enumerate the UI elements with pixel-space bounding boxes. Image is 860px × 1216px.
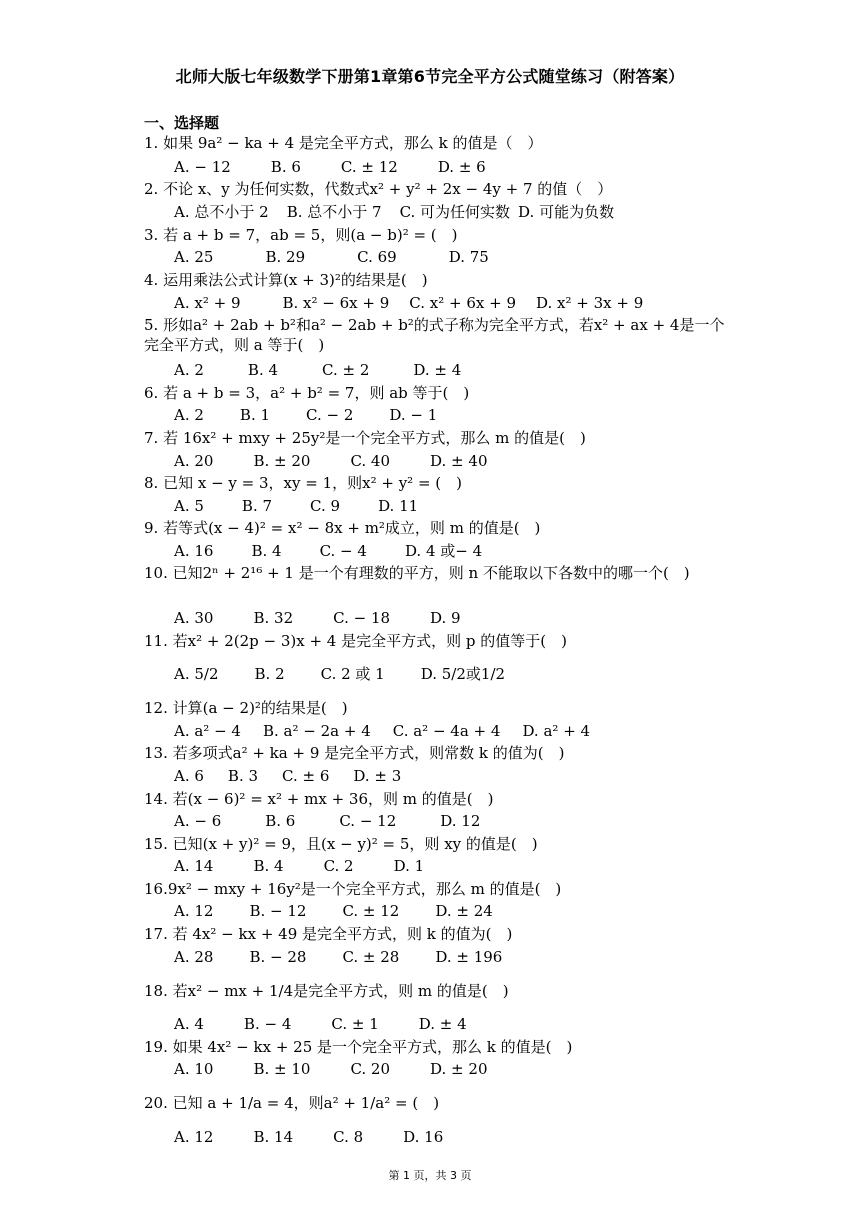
question-12-options: [174, 721, 616, 741]
question-20: 20. 已知 a + 1/a = 4，则a² + 1/a² = ( ): [144, 1094, 440, 1112]
option: B. 7: [241, 497, 273, 515]
option: B. 4: [251, 542, 282, 560]
option: A. 6: [174, 767, 204, 785]
option: B. − 12: [249, 902, 307, 920]
option: C. 40: [350, 452, 391, 470]
option: B. 4: [253, 857, 284, 875]
option: B. 29: [265, 248, 306, 266]
option: B. ± 10: [253, 1060, 311, 1078]
option: C. 69: [357, 248, 397, 266]
option: C. 可为任何实数: [399, 203, 511, 221]
option: B. 3: [227, 767, 259, 785]
option: C. ± 1: [331, 1015, 379, 1033]
option: D. 75: [448, 248, 489, 266]
question-16: 16.9x² − mxy + 16y²是一个完全平方式，那么 m 的值是( ): [144, 880, 562, 898]
option: B. ± 20: [253, 452, 311, 470]
option: D. ± 20: [430, 1060, 488, 1078]
option: C. ± 12: [340, 158, 398, 176]
option: B. − 4: [243, 1015, 292, 1033]
option: D. x² + 3x + 9: [536, 294, 644, 312]
option: A. − 12: [174, 158, 231, 176]
option: D. 12: [440, 812, 481, 830]
question-3-options: [174, 247, 515, 267]
question-6-options: [174, 405, 463, 425]
option: C. ± 12: [342, 902, 400, 920]
question-10: 10. 已知2ⁿ + 2¹⁶ + 1 是一个有理数的平方，则 n 不能取以下各数中的哪一个( ): [144, 564, 690, 582]
question-2: 2. 不论 x、y 为任何实数，代数式x² + y² + 2x − 4y + 7 的值（ ）: [144, 180, 613, 198]
option: C. a² − 4a + 4: [392, 722, 501, 740]
option: C. − 4: [319, 542, 367, 560]
question-9-options: [174, 541, 508, 561]
option: C. 9: [310, 497, 341, 515]
option: C. 8: [333, 1128, 364, 1146]
option: B. 32: [253, 609, 294, 627]
option: A. 20: [174, 452, 214, 470]
question-1-options: [174, 157, 512, 177]
question-11: 11. 若x² + 2(2p − 3)x + 4 是完全平方式，则 p 的值等于( ): [144, 632, 567, 650]
question-18-options: [174, 1014, 493, 1034]
option: D. 16: [403, 1128, 444, 1146]
option: A. 14: [174, 857, 214, 875]
question-14: 14. 若(x − 6)² = x² + mx + 36，则 m 的值是( ): [144, 790, 494, 808]
option: A. 30: [174, 609, 214, 627]
option: C. 2 或 1: [320, 665, 385, 683]
option: D. ± 6: [437, 158, 486, 176]
question-11-options: [174, 664, 531, 684]
option: D. ± 3: [353, 767, 402, 785]
option: C. − 2: [306, 406, 354, 424]
option: A. 25: [174, 248, 214, 266]
option: D. ± 40: [430, 452, 488, 470]
question-14-options: [174, 811, 506, 831]
question-1: 1. 如果 9a² − ka + 4 是完全平方式，那么 k 的值是（ ）: [144, 134, 543, 152]
question-16-options: [174, 901, 519, 921]
option: D. ± 4: [418, 1015, 467, 1033]
option: B. x² − 6x + 9: [282, 294, 390, 312]
question-18: 18. 若x² − mx + 1/4是完全平方式，则 m 的值是( ): [144, 982, 509, 1000]
option: C. − 12: [339, 812, 397, 830]
option: A. 4: [174, 1015, 204, 1033]
option: B. 1: [239, 406, 271, 424]
question-9: 9. 若等式(x − 4)² = x² − 8x + m²成立，则 m 的值是( ): [144, 519, 541, 537]
question-4-options: [174, 293, 669, 313]
page-footer: 第 1 页，共 3 页: [388, 1169, 472, 1182]
question-20-options: [174, 1127, 469, 1147]
option: B. 6: [265, 812, 296, 830]
question-15: 15. 已知(x + y)² = 9，且(x − y)² = 5，则 xy 的值是( ): [144, 835, 538, 853]
question-8: 8. 已知 x − y = 3，xy = 1，则x² + y² = ( ): [144, 474, 462, 492]
option: A. 12: [174, 1128, 214, 1146]
option: A. a² − 4: [174, 722, 241, 740]
option: B. a² − 2a + 4: [262, 722, 371, 740]
option: A. 2: [174, 361, 204, 379]
document-title: 北师大版七年级数学下册第1章第6节完全平方公式随堂练习（附答案）: [175, 67, 685, 86]
question-10-options: [174, 608, 487, 628]
option: C. − 18: [333, 609, 391, 627]
option: A. x² + 9: [174, 294, 241, 312]
option: B. 4: [247, 361, 279, 379]
question-3: 3. 若 a + b = 7，ab = 5，则(a − b)² = ( ): [144, 226, 458, 244]
question-12: 12. 计算(a − 2)²的结果是( ): [144, 699, 348, 717]
question-7: 7. 若 16x² + mxy + 25y²是一个完全平方式，那么 m 的值是( ): [144, 429, 586, 447]
option: C. ± 28: [342, 948, 400, 966]
question-4: 4. 运用乘法公式计算(x + 3)²的结果是( ): [144, 271, 428, 289]
option: B. − 28: [249, 948, 307, 966]
question-7-options: [174, 451, 513, 471]
question-8-options: [174, 496, 444, 516]
question-17: 17. 若 4x² − kx + 49 是完全平方式，则 k 的值为( ): [144, 925, 513, 943]
option: C. x² + 6x + 9: [409, 294, 517, 312]
option: A. 总不小于 2: [174, 203, 269, 221]
option: D. 4 或− 4: [404, 542, 483, 560]
option: A. 5/2: [174, 665, 219, 683]
question-13: 13. 若多项式a² + ka + 9 是完全平方式，则常数 k 的值为( ): [144, 744, 565, 762]
question-15-options: [174, 856, 450, 876]
option: C. 20: [350, 1060, 391, 1078]
question-2-options: [174, 202, 640, 222]
option: D. ± 24: [435, 902, 493, 920]
option: B. 6: [270, 158, 301, 176]
option: A. 28: [174, 948, 214, 966]
question-19: 19. 如果 4x² − kx + 25 是一个完全平方式，那么 k 的值是( ): [144, 1038, 573, 1056]
option: D. ± 196: [435, 948, 503, 966]
option: B. 2: [254, 665, 285, 683]
option: D. 可能为负数: [518, 203, 615, 221]
option: B. 总不小于 7: [286, 203, 382, 221]
option: A. − 6: [174, 812, 222, 830]
option: B. 14: [253, 1128, 294, 1146]
option: C. ± 6: [282, 767, 330, 785]
option: A. 10: [174, 1060, 214, 1078]
option: A. 2: [174, 406, 204, 424]
question-6: 6. 若 a + b = 3，a² + b² = 7，则 ab 等于( ): [144, 384, 470, 402]
option: C. ± 2: [322, 361, 370, 379]
option: D. 11: [378, 497, 419, 515]
option: D. a² + 4: [522, 722, 591, 740]
option: D. 9: [430, 609, 461, 627]
option: D. ± 4: [413, 361, 462, 379]
question-13-options: [174, 766, 427, 786]
option: D. 5/2或1/2: [420, 665, 506, 683]
section-heading: 一、选择题: [144, 114, 220, 132]
question-17-options: [174, 947, 528, 967]
option: D. 1: [393, 857, 425, 875]
option: A. 16: [174, 542, 214, 560]
option: A. 12: [174, 902, 214, 920]
question-5-options: [174, 360, 487, 380]
option: C. 2: [323, 857, 354, 875]
option: D. − 1: [389, 406, 438, 424]
question-19-options: [174, 1059, 513, 1079]
question-5: 5. 形如a² + 2ab + b²和a² − 2ab + b²的式子称为完全平方式，若x² + ax + 4是一个完全平方式，则 a 等于( ): [144, 316, 725, 354]
option: A. 5: [174, 497, 204, 515]
